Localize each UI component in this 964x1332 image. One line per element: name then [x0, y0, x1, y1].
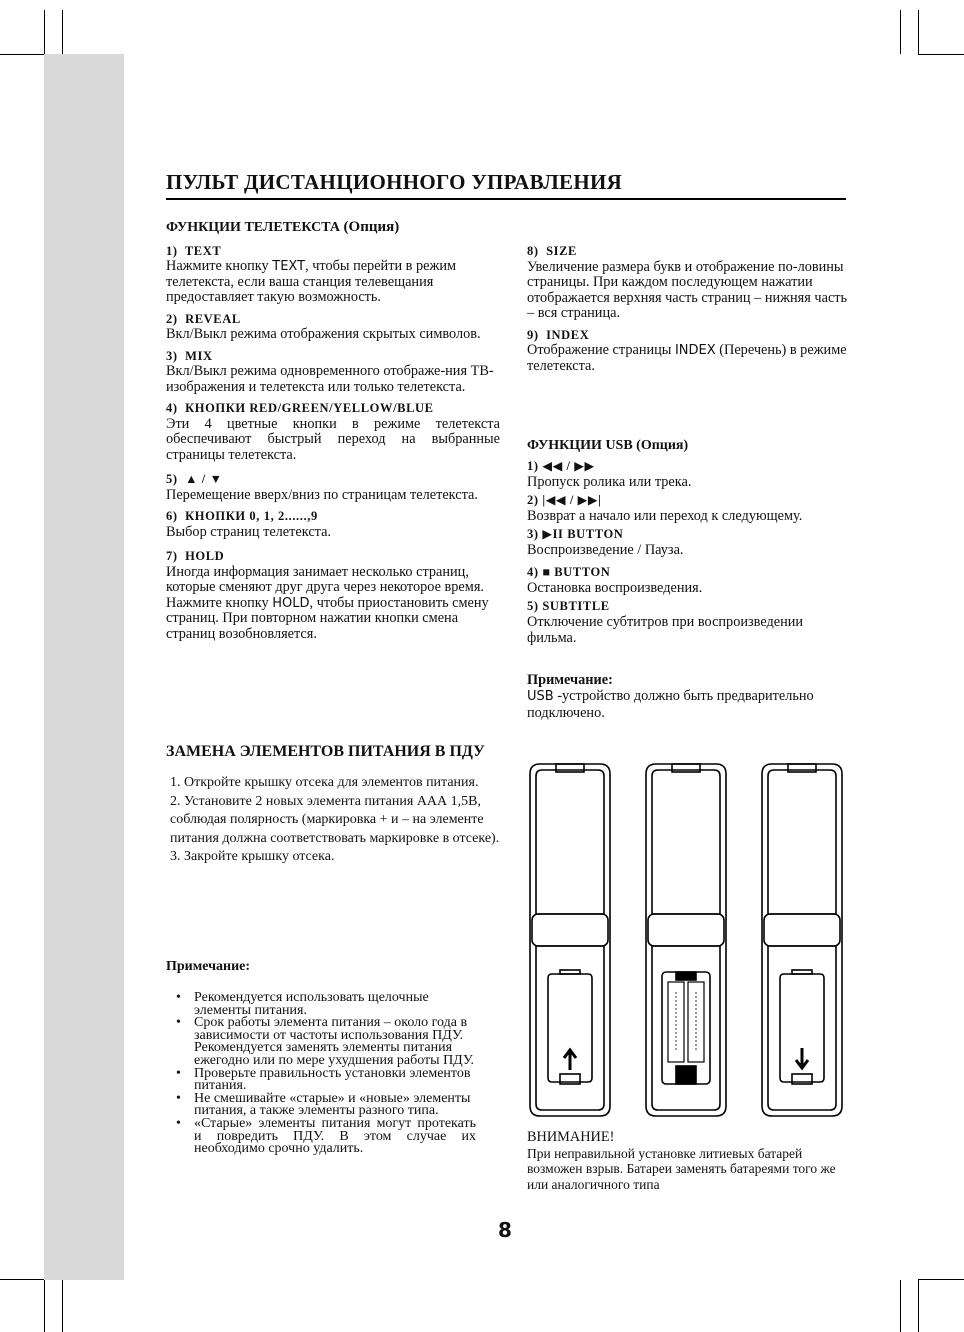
battery-heading: ЗАМЕНА ЭЛЕМЕНТОВ ПИТАНИЯ В ПДУ — [166, 743, 485, 760]
teletext-item-title: 4) КНОПКИ RED/GREEN/YELLOW/BLUE — [166, 401, 434, 415]
page-title: ПУЛЬТ ДИСТАНЦИОННОГО УПРАВЛЕНИЯ — [166, 170, 623, 194]
usb-note-label: Примечание: — [527, 672, 613, 688]
usb-section — [527, 456, 849, 646]
crop-mark — [62, 10, 63, 54]
usb-item-text: Пропуск ролика или трека. — [527, 474, 692, 490]
teletext-item-title: 5) ▲ / ▼ — [166, 472, 223, 486]
crop-mark — [918, 1280, 919, 1332]
remote-icon — [762, 764, 842, 1116]
list-item: • Рекомендуется использовать щелочные элементы питания. — [176, 990, 429, 1018]
usb-item-text: Остановка воспроизведения. — [527, 580, 703, 596]
teletext-item-title: 7) HOLD — [166, 549, 225, 563]
usb-note-text: USB -устройство должно быть предварительно подключено. — [527, 688, 814, 721]
margin-band — [44, 54, 124, 1280]
crop-mark — [900, 10, 901, 54]
battery-note-label: Примечание: — [166, 959, 251, 974]
crop-mark — [918, 54, 964, 55]
battery-step: 1. Откройте крышку отсека для элементов питания. — [170, 775, 479, 790]
warning-block — [527, 1130, 849, 1192]
teletext-item-text: Перемещение вверх/вниз по страницам телетекста. — [166, 486, 478, 503]
usb-item-title: 5) SUBTITLE — [527, 599, 610, 613]
usb-item-title: 4) ■ BUTTON — [527, 565, 611, 579]
remote-icon — [646, 764, 726, 1116]
list-item: • «Старые» элементы питания могут протекать и повредить ПДУ. В этом случае их необходимо срочно удалить. — [176, 1115, 476, 1157]
teletext-item-title: 1) TEXT — [166, 243, 222, 258]
teletext-item-text: Эти 4 цветные кнопки в режиме телетекста обеспечивают быстрый переход на выбранные страницы телетекста. — [166, 415, 500, 463]
usb-item-text: Воспроизведение / Пауза. — [527, 542, 684, 558]
warning-text: При неправильной установке литиевых батарей возможен взрыв. Батареи заменять батареями того же или аналогичного типа — [527, 1145, 836, 1192]
list-item: • Проверьте правильность установки элементов питания. — [176, 1065, 471, 1094]
teletext-item-text: Вкл/Выкл режима одновременного отображе-ния ТВ-изображения и телетекста или только телетекста. — [166, 363, 494, 395]
crop-mark — [0, 54, 44, 55]
teletext-heading: ФУНКЦИИ ТЕЛЕТЕКСТА (Опция) — [166, 219, 400, 235]
remote-icon — [530, 764, 610, 1116]
list-item: • Не смешивайте «старые» и «новые» элементы питания, а также элементы разного типа. — [176, 1090, 471, 1119]
crop-mark — [918, 1279, 964, 1280]
battery-step: 3. Закройте крышку отсека. — [170, 849, 335, 864]
crop-mark — [44, 1280, 45, 1332]
teletext-item-text: Вкл/Выкл режима отображения скрытых символов. — [166, 326, 481, 342]
teletext-item-title: 6) КНОПКИ 0, 1, 2......,9 — [166, 509, 318, 523]
teletext-item-text: Отображение страницы INDEX (Перечень) в режиме телетекста. — [527, 342, 847, 374]
teletext-item-title: 9) INDEX — [527, 327, 590, 342]
teletext-item-title: 8) SIZE — [527, 244, 577, 258]
teletext-item-text: Нажмите кнопку TEXT, чтобы перейти в режим телетекста, если ваша станция телевещания предоставляет такую возможность. — [166, 258, 457, 305]
battery-notes — [176, 992, 476, 1156]
usb-item-title: 3) ▶II BUTTON — [527, 527, 624, 541]
remote-battery-compartment-diagram — [526, 760, 846, 1120]
teletext-item-title: 3) MIX — [166, 348, 213, 363]
usb-item-text: Отключение субтитров при воспроизведении фильма. — [527, 614, 804, 646]
battery-step: 2. Установите 2 новых элемента питания ААА 1,5В, соблюдая полярность (маркировка + и – на элементе питания должна соответствовать маркировке в отсеке). — [170, 793, 500, 846]
list-item: • Срок работы элемента питания – около года в зависимости от частоты использования ПДУ. Рекомендуется заменять элементы питания ежегодно или по мере ухудшения работы ПДУ. — [176, 1015, 475, 1068]
teletext-section-continued — [527, 244, 849, 374]
page-number: 8 — [498, 1218, 512, 1242]
title-divider — [166, 198, 846, 200]
teletext-section — [166, 220, 500, 642]
usb-note — [527, 672, 849, 721]
usb-item-text: Возврат а начало или переход к следующему. — [527, 508, 803, 524]
warning-label: ВНИМАНИЕ! — [527, 1129, 615, 1145]
teletext-item-text: Иногда информация занимает несколько страниц, которые сменяют друг друга через некоторое время. Нажмите кнопку HOLD, чтобы приостановить смену страниц. При повторном нажатии кнопки смена страниц возобновляется. — [166, 563, 489, 642]
usb-item-title: 2) |◀◀ / ▶▶| — [527, 493, 602, 507]
battery-steps — [170, 774, 500, 867]
crop-mark — [900, 1280, 901, 1332]
crop-mark — [0, 1279, 44, 1280]
teletext-item-title: 2) REVEAL — [166, 311, 241, 326]
usb-item-title: 1) ◀◀ / ▶▶ — [527, 459, 595, 473]
usb-heading: ФУНКЦИИ USB (Опция) — [527, 438, 689, 453]
teletext-item-text: Увеличение размера букв и отображение по-ловины страницы. При каждом последующем нажатии отображается верхняя часть страниц – нижняя часть – вся страница. — [527, 258, 848, 321]
crop-mark — [44, 10, 45, 54]
crop-mark — [918, 10, 919, 54]
teletext-item-text: Выбор страниц телетекста. — [166, 523, 332, 540]
crop-mark — [62, 1280, 63, 1332]
